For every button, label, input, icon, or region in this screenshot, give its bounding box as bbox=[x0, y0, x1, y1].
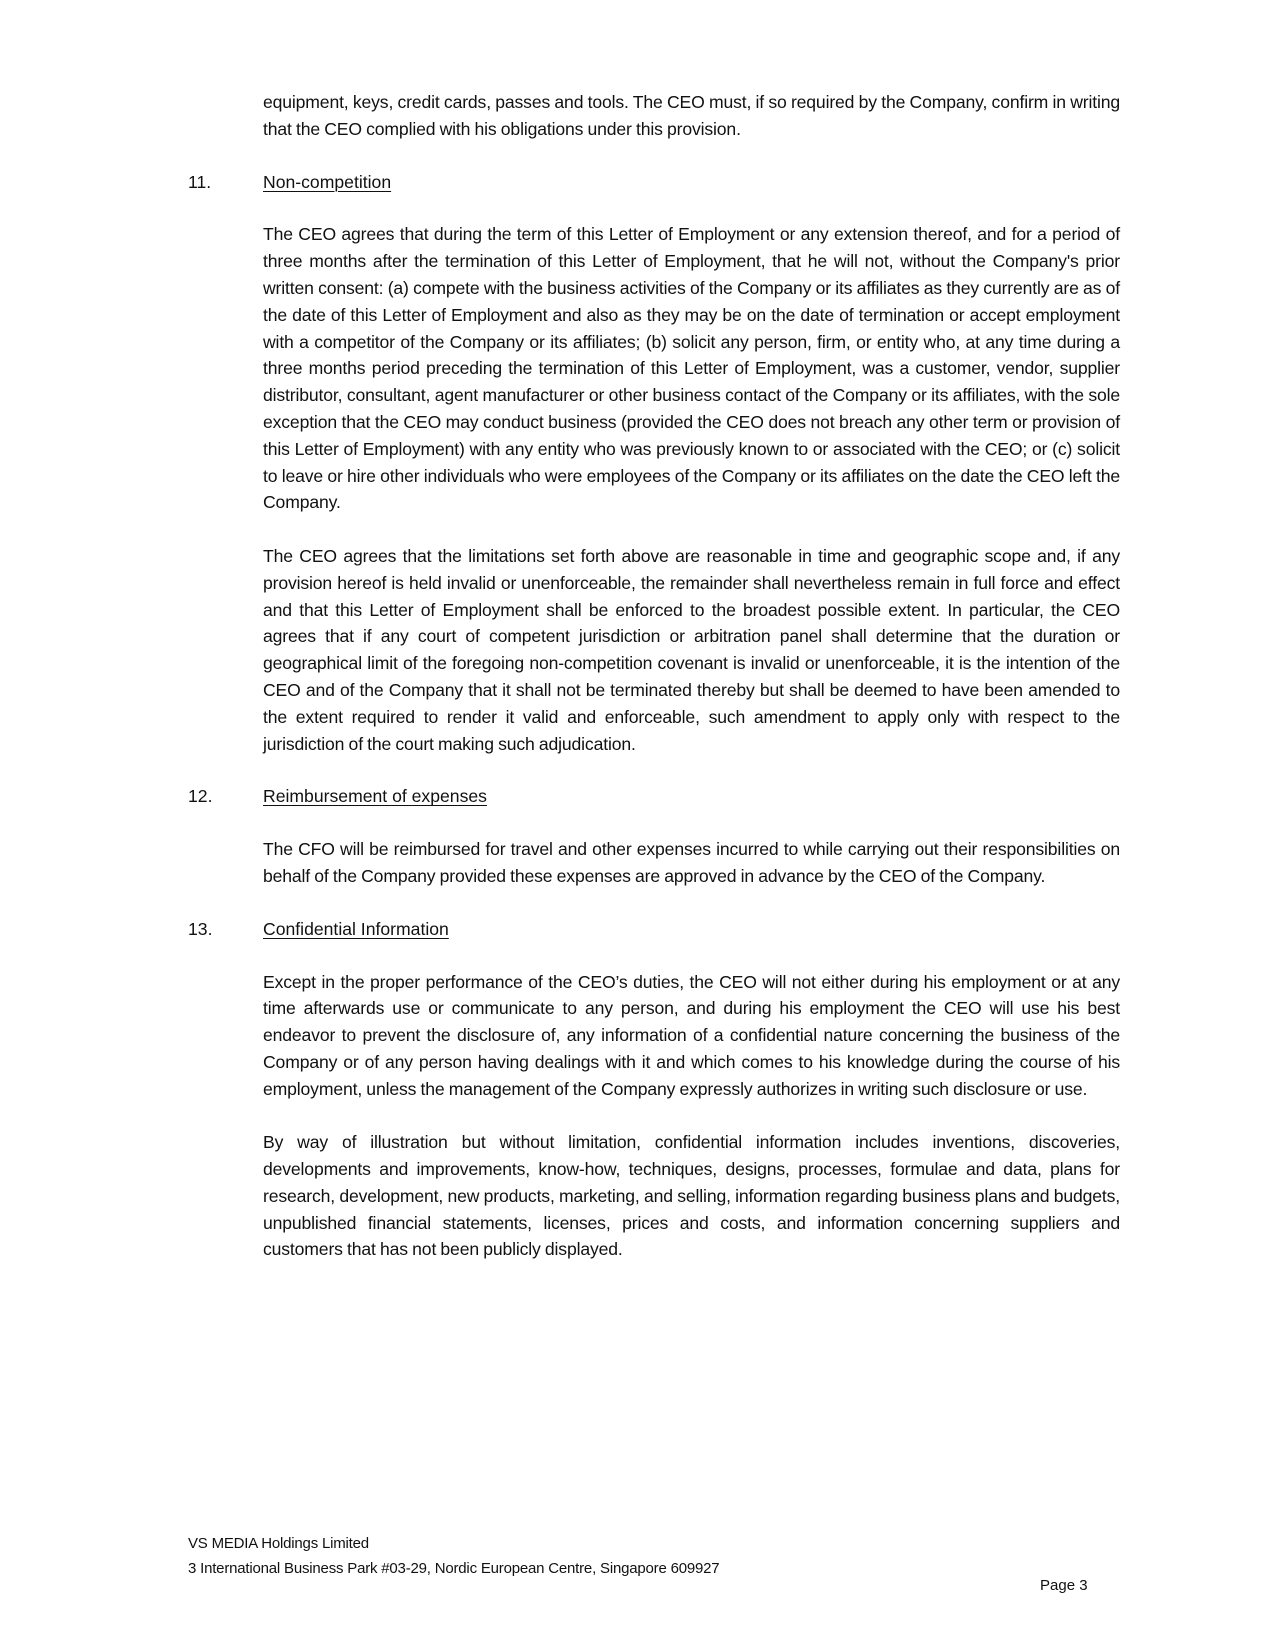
page-footer bbox=[188, 1531, 1128, 1581]
section-paragraph: The CEO agrees that during the term of this Letter of Employment or any extension thereof, and for a period of three months after the termination of this Letter of Employment, that he will not, without the Company's prior written consent: (a) compete with the business activities of the Company or its affiliates as they currently are as of the date of this Letter of Employment and also as they may be on the date of termination or accept employment with a competitor of the Company or its affiliates; (b) solicit any person, firm, or entity who, at any time during a three months period preceding the termination of this Letter of Employment, was a customer, vendor, supplier distributor, consultant, agent manufacturer or other business contact of the Company or its affiliates, with the sole exception that the CEO may conduct business (provided the CEO does not breach any other term or provision of this Letter of Employment) with any entity who was previously known to or associated with the CEO; or (c) solicit to leave or hire other individuals who were employees of the Company or its affiliates on the date the CEO left the Company. bbox=[263, 224, 1120, 513]
section-number: 11. bbox=[188, 171, 212, 192]
section-paragraph: By way of illustration but without limitation, confidential information includes inventions, discoveries, developments and improvements, know-how, techniques, designs, processes, formulae and data, plans for research, development, new products, marketing, and selling, information regarding business plans and budgets, unpublished financial statements, licenses, prices and costs, and information concerning suppliers and customers that has not been publicly displayed. bbox=[263, 1132, 1120, 1260]
section-number: 12. bbox=[188, 786, 213, 807]
document-body bbox=[188, 89, 1120, 1263]
intro-paragraph: equipment, keys, credit cards, passes and tools. The CEO must, if so required by the Company, confirm in writing that the CEO complied with his obligations under this provision. bbox=[263, 92, 1120, 139]
section-title: Non-competition bbox=[263, 171, 392, 192]
section-paragraph: The CEO agrees that the limitations set forth above are reasonable in time and geographic scope and, if any provision hereof is held invalid or unenforceable, the remainder shall nevertheless remain in full force and effect and that this Letter of Employment shall be enforced to the broadest possible extent. In particular, the CEO agrees that if any court of competent jurisdiction or arbitration panel shall determine that the duration or geographical limit of the foregoing non-competition covenant is invalid or unenforceable, it is the intention of the CEO and of the Company that it shall not be terminated thereby but shall be deemed to have been amended to the extent required to render it valid and enforceable, such amendment to apply only with respect to the jurisdiction of the court making such adjudication. bbox=[263, 545, 1120, 754]
section-heading-reimbursement bbox=[188, 783, 1120, 810]
section-paragraph: Except in the proper performance of the CEO’s duties, the CEO will not either during his employment or at any time afterwards use or communicate to any person, and during his employment the CEO will use his best endeavor to prevent the disclosure of, any information of a confidential nature concerning the business of the Company or of any person having dealings with it and which comes to his knowledge during the course of his employment, unless the management of the Company expressly authorizes in writing such disclosure or use. bbox=[263, 971, 1120, 1099]
section-title: Confidential Information bbox=[263, 918, 449, 939]
page-number: Page 3 bbox=[1040, 1577, 1088, 1594]
section-number: 13. bbox=[188, 918, 213, 939]
section-heading-confidential-information bbox=[188, 916, 1120, 943]
section-title: Reimbursement of expenses bbox=[263, 786, 487, 807]
section-paragraph: The CFO will be reimbursed for travel and other expenses incurred to while carrying out their responsibilities on behalf of the Company provided these expenses are approved in advance by the CEO of the Company. bbox=[263, 839, 1120, 886]
footer-address: 3 International Business Park #03-29, Nordic European Centre, Singapore 609927 bbox=[188, 1560, 720, 1577]
section-heading-non-competition bbox=[188, 169, 1120, 196]
footer-company-name: VS MEDIA Holdings Limited bbox=[188, 1535, 369, 1552]
